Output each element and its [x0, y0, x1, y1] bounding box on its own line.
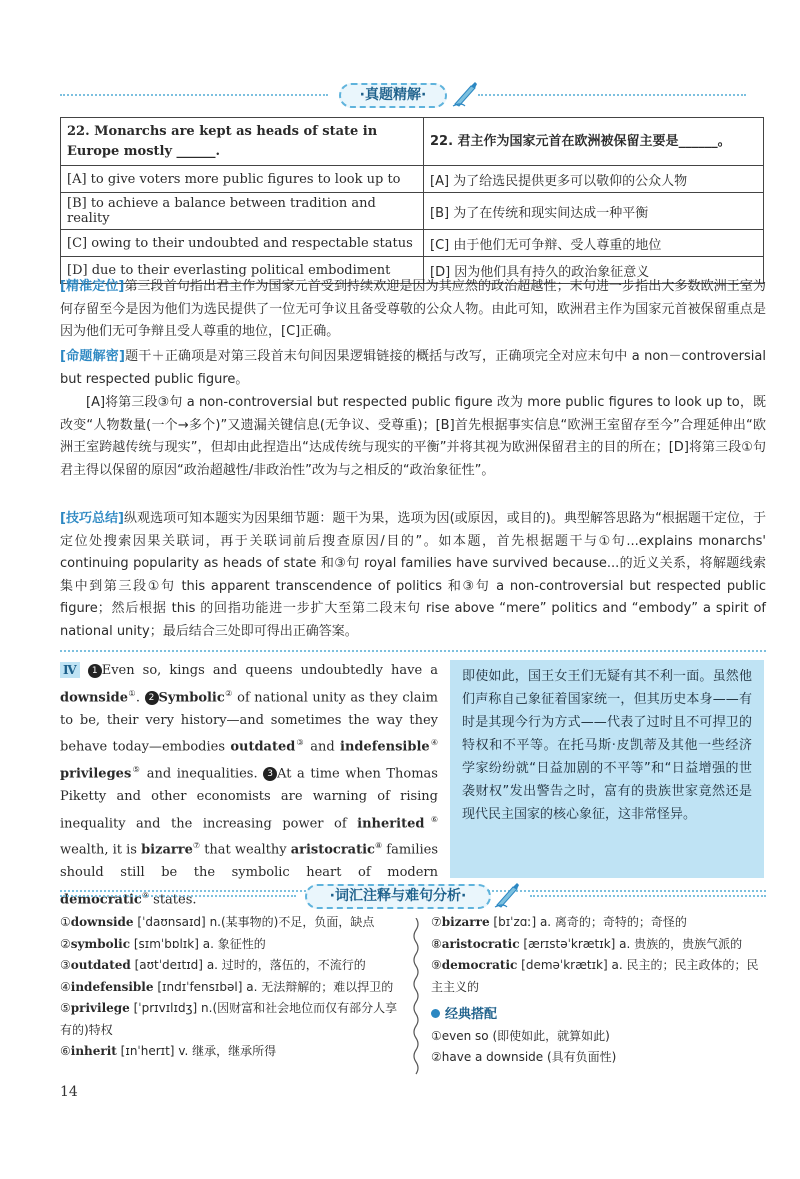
divider — [60, 895, 296, 897]
sentence-number: 3 — [263, 767, 277, 781]
option-zh: [A] 为了给选民提供更多可以敬仰的公众人物 — [424, 166, 764, 193]
tag-label: [精准定位] — [60, 279, 125, 294]
option-en: [A] to give voters more public figures to look up to — [61, 166, 424, 193]
section-banner-vocabulary — [0, 881, 800, 911]
sentence-number: 2 — [145, 691, 159, 705]
vocab-item: ⑨democratic [deməˈkrætɪk] a. 民主的；民主政体的；民主主义的 — [431, 958, 759, 994]
section-banner-answer-analysis — [0, 80, 800, 110]
question-zh: 22. 君主作为国家元首在欧洲被保留主要是______。 — [424, 118, 764, 166]
page-number: 14 — [60, 1084, 78, 1100]
collocations-heading: 经典搭配 — [431, 1004, 766, 1026]
pen-icon — [451, 80, 479, 108]
question-en: 22. Monarchs are kept as heads of state in Europe mostly ______. — [61, 118, 424, 166]
vocab-item: ②symbolic [sɪmˈbɒlɪk] a. 象征性的 — [60, 936, 266, 951]
passage-paragraph: Ⅳ 1 Even so, kings and queens undoubtedly have a downside①. 2 Symbolic② of national unity as they claim to be, their very history—and sometimes the way they behave today—embodies outdated③ and indefensible④ privileges⑤ and inequalities. 3 At a time when Thomas Piketty and other economists are warning of rising inequality and the increasing power of inherited⑥ wealth, it is bizarre⑦ that wealthy aristocratic⑧ families should still be the symbolic heart of modern democratic⑨ states. — [60, 663, 439, 908]
divider — [60, 94, 328, 96]
analysis-distractors: [A]将第三段③句 a non-controversial but respected public figure 改为 more public figures to look up to，既改变“人物数量(一个→多个)”又遗漏关键信息(无争议、受尊重)；[B]首先根据事实信息“欧洲王室留存至今”合理延伸出“欧洲王室跨越传统与现实”，但却由此捏造出“达成传统与现实的平衡”并将其视为欧洲保留君主的目的所在；[D]将第三段①句君主得以保留的原因“政治超越性/非政治性”改为与之相反的“政治象征性”。 — [60, 395, 766, 478]
collocation-item: ②have a downside (具有负面性) — [431, 1050, 617, 1064]
paragraph-label: Ⅳ — [60, 662, 80, 678]
analysis-decode: [命题解密]题干＋正确项是对第三段首末句间因果逻辑链接的概括与改写，正确项完全对应末句中 a non－controversial but respected public figure。 — [60, 349, 766, 387]
divider — [530, 895, 766, 897]
divider — [478, 94, 746, 96]
vocab-item: ⑧aristocratic [ærɪstəˈkrætɪk] a. 贵族的，贵族气派的 — [431, 936, 743, 951]
option-en: [B] to achieve a balance between tradition and reality — [61, 193, 424, 230]
option-zh: [D] 因为他们具有持久的政治象征意义 — [424, 257, 764, 284]
vocab-item: ⑤privilege [ˈprɪvɪlɪdʒ] n.(因财富和社会地位而仅有部分人享有的)特权 — [60, 1001, 398, 1037]
analysis-location: [精准定位]第三段首句指出君主作为国家元首受到持续欢迎是因为其应然的政治超越性；末句进一步指出大多数欧洲王室为何存留至今是因为他们为选民提供了一位无可争议且备受尊敬的公众人物。由此可知，欧洲君主作为国家元首被保留重点是因为他们无可争辩且受人尊重的地位，[C]正确。 — [60, 279, 766, 340]
sentence-number: 1 — [88, 664, 102, 678]
question-row — [61, 118, 764, 166]
collocation-item: ①even so (即使如此，就算如此) — [431, 1028, 610, 1043]
divider — [60, 650, 766, 652]
option-en: [C] owing to their undoubted and respectable status — [61, 230, 424, 257]
translation-box: 即使如此，国王女王们无疑有其不利一面。虽然他们声称自己象征着国家统一，但其历史本身——有时是其现今行为方式——代表了过时且不可捍卫的特权和不平等。在托马斯·皮凯蒂及其他一些经济学家纷纷就“日益加剧的不平等”和“日益增强的世袭财权”发出警告之时，富有的贵族世家竟然还是现代民主国家的核心象征，这非常怪异。 — [450, 660, 764, 878]
vocab-item: ⑥inherit [ɪnˈherɪt] v. 继承，继承所得 — [60, 1044, 277, 1058]
option-en: [D] due to their everlasting political embodiment — [61, 257, 424, 284]
section-title: ·真题精解· — [339, 83, 447, 108]
option-zh: [B] 为了在传统和现实间达成一种平衡 — [424, 193, 764, 230]
analysis-technique: [技巧总结]纵观选项可知本题实为因果细节题：题干为果，选项为因(或原因，或目的)。典型解答思路为“根据题干定位，于定位处搜索因果关联词，再于关联词前后搜查原因/目的”。如本题，首先根据题干与①句...explains monarchs' continuing popularity as heads of state 和③句 royal families have survived because...的近义关系，将解题线索集中到第三段①句 this apparent transcendence of politics 和③句 a non-controversial but respected public figure；然后根据 this 的回指功能进一步扩大至第二段末句 rise above “mere” politics and “embody” a spirit of national unity；最后结合三处即可得出正确答案。 — [60, 511, 766, 639]
pen-icon — [493, 881, 521, 909]
vocab-item: ④indefensible [ɪndɪˈfensɪbəl] a. 无法辩解的；难以捍卫的 — [60, 979, 394, 994]
tag-label: [命题解密] — [60, 349, 125, 364]
vocab-item: ③outdated [aʊtˈdeɪtɪd] a. 过时的，落伍的，不流行的 — [60, 958, 366, 972]
option-row — [61, 193, 764, 230]
vocab-item: ①downside [ˈdaʊnsaɪd] n.(某事物的)不足，负面，缺点 — [60, 915, 375, 929]
vocabulary-list — [431, 912, 766, 1069]
bullet-icon — [431, 1009, 440, 1018]
question-table — [60, 117, 764, 284]
option-zh: [C] 由于他们无可争辩、受人尊重的地位 — [424, 230, 764, 257]
tag-label: [技巧总结] — [60, 511, 124, 526]
wave-divider — [410, 918, 422, 1076]
option-row — [61, 166, 764, 193]
vocabulary-list — [60, 912, 400, 1063]
section-title: ·词汇注释与难句分析· — [305, 884, 491, 909]
option-row — [61, 230, 764, 257]
vocab-item: ⑦bizarre [bɪˈzɑː] a. 离奇的；奇特的；奇怪的 — [431, 915, 687, 929]
